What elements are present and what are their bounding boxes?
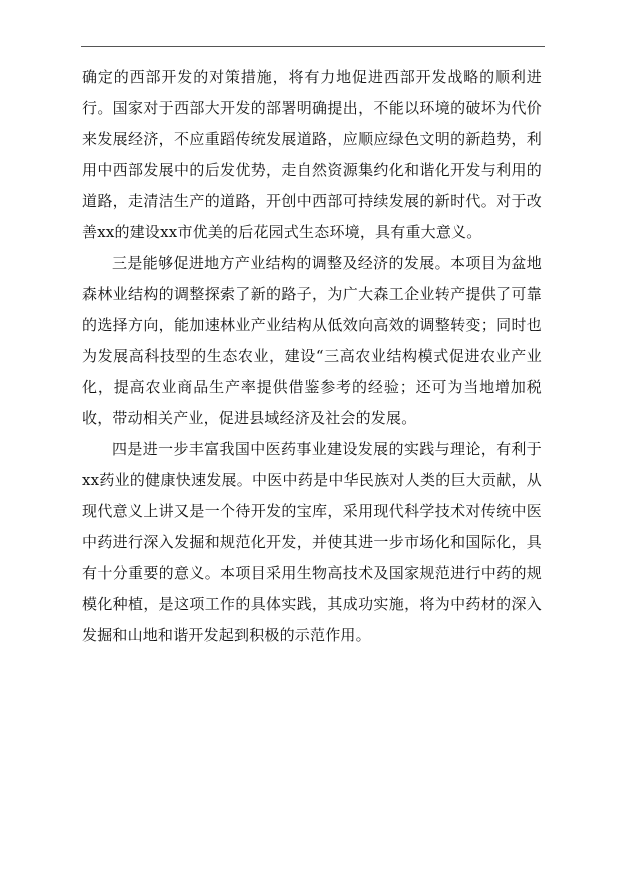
- header-rule: [81, 46, 545, 47]
- paragraph-point-three: 三是能够促进地方产业结构的调整及经济的发展。本项目为盆地森林业结构的调整探索了新的路子，为广大森工企业转产提供了可靠的选择方向，能加速林业产业结构从低效向高效的调整转变；同时也为发展高科技型的生态农业，建设“三高农业结构模式促进农业产业化，提高农业商品生产率提供借鉴参考的经验；还可为当地增加税收，带动相关产业，促进县域经济及社会的发展。: [82, 254, 542, 427]
- paragraph-continuation: 确定的西部开发的对策措施，将有力地促进西部开发战略的顺利进行。国家对于西部大开发的部署明确提出，不能以环境的破坏为代价来发展经济，不应重蹈传统发展道路，应顺应绿色文明的新趋势，利用中西部发展中的后发优势，走自然资源集约化和谐化开发与利用的道路，走清洁生产的道路，开创中西部可持续发展的新时代。对于改善xx的建设xx市优美的后花园式生态环境，具有重大意义。: [82, 68, 542, 241]
- document-body: [82, 62, 542, 651]
- paragraph-point-four: 四是进一步丰富我国中医药事业建设发展的实践与理论，有利于xx药业的健康快速发展。中医中药是中华民族对人类的巨大贡献，从现代意义上讲又是一个待开发的宝库，采用现代科学技术对传统中医中药进行深入发掘和规范化开发，并使其进一步市场化和国际化，具有十分重要的意义。本项目采用生物高技术及国家规范进行中药的规模化种植，是这项工作的具体实践，其成功实施，将为中药材的深入发掘和山地和谐开发起到积极的示范作用。: [82, 440, 542, 644]
